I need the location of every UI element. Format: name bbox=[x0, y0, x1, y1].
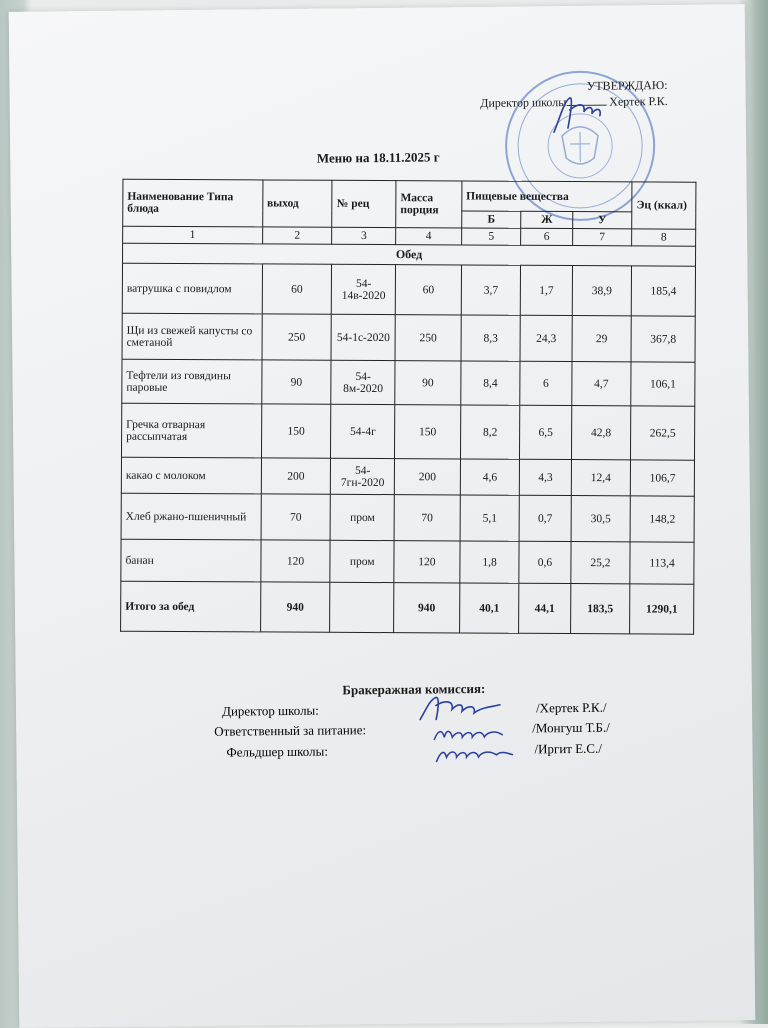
dish-protein: 3,7 bbox=[461, 265, 521, 315]
dish-mass: 120 bbox=[394, 541, 460, 583]
dish-mass: 90 bbox=[395, 361, 461, 405]
dish-name: Щи из свежей капусты со сметаной bbox=[122, 313, 262, 360]
total-kcal: 1290,1 bbox=[630, 584, 694, 634]
column-number: 8 bbox=[632, 229, 696, 246]
dish-fat: 4,3 bbox=[520, 459, 572, 495]
total-recipe bbox=[330, 582, 394, 632]
approval-position: Директор школы bbox=[480, 95, 567, 110]
dish-mass: 70 bbox=[394, 495, 460, 541]
dish-carbs: 30,5 bbox=[571, 496, 631, 542]
commission-role-director: Директор школы: bbox=[221, 702, 319, 719]
table-row bbox=[121, 403, 694, 460]
dish-fat: 6 bbox=[520, 361, 572, 405]
dish-kcal: 106,7 bbox=[631, 460, 695, 496]
table-row bbox=[122, 359, 695, 406]
dish-kcal: 185,4 bbox=[632, 266, 696, 316]
dish-name: какао с молоком bbox=[121, 457, 261, 494]
commission-name-medic: /Иргит Е.С./ bbox=[534, 740, 602, 757]
commission-signatures bbox=[412, 693, 523, 774]
total-fat: 44,1 bbox=[519, 583, 571, 633]
header-nutrients: Пищевые вещества bbox=[462, 181, 633, 212]
commission-name-director: /Хертек Р.К./ bbox=[535, 699, 607, 716]
dish-carbs: 25,2 bbox=[571, 542, 631, 584]
dish-kcal: 148,2 bbox=[630, 496, 694, 542]
dish-protein: 4,6 bbox=[460, 459, 520, 495]
total-protein: 40,1 bbox=[459, 583, 519, 633]
table-row bbox=[122, 313, 695, 362]
header-energy: Эц (ккал) bbox=[632, 182, 696, 229]
column-number: 1 bbox=[123, 226, 263, 244]
dish-recipe: 54-7гн-2020 bbox=[331, 458, 395, 494]
total-output: 940 bbox=[260, 582, 330, 632]
menu-table bbox=[120, 179, 696, 635]
dish-kcal: 262,5 bbox=[631, 406, 695, 460]
dish-carbs: 4,7 bbox=[571, 362, 631, 406]
dish-fat: 0,7 bbox=[519, 495, 571, 541]
commission-role-medic: Фельдшер школы: bbox=[226, 743, 328, 760]
page-title: Меню на 18.11.2025 г bbox=[316, 149, 440, 166]
commission-role-nutrition: Ответственный за питание: bbox=[214, 722, 367, 739]
dish-fat: 24,3 bbox=[520, 315, 572, 361]
dish-recipe: 54-8м-2020 bbox=[331, 360, 395, 404]
dish-protein: 8,2 bbox=[460, 405, 520, 459]
total-mass: 940 bbox=[394, 583, 460, 633]
column-number: 4 bbox=[396, 228, 462, 245]
column-number: 3 bbox=[332, 227, 396, 244]
header-recipe: № рец bbox=[332, 180, 396, 227]
commission-block bbox=[16, 678, 752, 702]
dish-protein: 5,1 bbox=[460, 495, 520, 541]
dish-recipe: 54-4г bbox=[331, 404, 395, 458]
dish-output: 200 bbox=[261, 458, 331, 494]
approval-name: Хертек Р.К. bbox=[609, 93, 668, 109]
header-name: Наименование Типа блюда bbox=[123, 179, 263, 227]
dish-carbs: 38,9 bbox=[572, 266, 632, 316]
table-row bbox=[121, 457, 694, 496]
total-carbs: 183,5 bbox=[570, 584, 630, 634]
total-label: Итого за обед bbox=[121, 581, 261, 632]
dish-name: ватрушка с повидлом bbox=[122, 263, 262, 314]
table-row bbox=[122, 263, 695, 316]
director-signature-top bbox=[540, 88, 611, 139]
commission-title: Бракеражная комиссия: bbox=[342, 680, 486, 698]
column-number: 5 bbox=[461, 228, 521, 245]
menu-document bbox=[9, 4, 756, 1028]
dish-output: 150 bbox=[261, 404, 331, 458]
section-title: Обед bbox=[123, 243, 696, 266]
table-row bbox=[121, 493, 694, 542]
dish-recipe: пром bbox=[331, 494, 395, 540]
dish-name: Гречка отварная рассыпчатая bbox=[121, 403, 261, 458]
dish-output: 70 bbox=[261, 494, 331, 540]
dish-kcal: 367,8 bbox=[631, 316, 695, 362]
dish-protein: 8,3 bbox=[461, 315, 521, 361]
dish-protein: 1,8 bbox=[460, 541, 520, 583]
column-number: 2 bbox=[262, 227, 332, 244]
column-number: 6 bbox=[521, 228, 572, 245]
table-row bbox=[121, 539, 694, 584]
header-fat: Ж bbox=[521, 211, 572, 228]
dish-fat: 6,5 bbox=[520, 405, 572, 459]
dish-output: 120 bbox=[260, 540, 330, 582]
dish-carbs: 42,8 bbox=[571, 406, 631, 460]
dish-mass: 60 bbox=[395, 265, 461, 315]
dish-name: Хлеб ржано-пшеничный bbox=[121, 493, 261, 540]
dish-output: 250 bbox=[262, 314, 332, 360]
dish-mass: 150 bbox=[395, 405, 461, 459]
dish-carbs: 29 bbox=[572, 316, 632, 362]
approval-heading: УТВЕРЖДАЮ: bbox=[586, 77, 668, 93]
dish-carbs: 12,4 bbox=[571, 460, 631, 496]
dish-kcal: 106,1 bbox=[631, 362, 695, 406]
dish-name: банан bbox=[121, 539, 261, 582]
header-protein: Б bbox=[462, 211, 522, 228]
dish-kcal: 113,4 bbox=[630, 542, 694, 584]
total-row bbox=[121, 581, 694, 634]
dish-recipe: 54-14в-2020 bbox=[332, 264, 396, 314]
dish-protein: 8,4 bbox=[461, 361, 521, 405]
dish-output: 90 bbox=[261, 360, 331, 404]
header-carbs: У bbox=[572, 212, 632, 229]
dish-fat: 0,6 bbox=[519, 541, 571, 583]
dish-recipe: 54-1с-2020 bbox=[331, 314, 395, 360]
commission-name-nutrition: /Монгуш Т.Б./ bbox=[532, 719, 610, 736]
header-mass: Масса порция bbox=[396, 181, 462, 228]
dish-output: 60 bbox=[262, 264, 332, 314]
dish-mass: 250 bbox=[395, 315, 461, 361]
dish-name: Тефтели из говядины паровые bbox=[122, 359, 262, 404]
dish-mass: 200 bbox=[394, 459, 460, 495]
dish-fat: 1,7 bbox=[521, 265, 573, 315]
dish-recipe: пром bbox=[330, 540, 394, 582]
header-output: выход bbox=[262, 180, 332, 227]
column-number: 7 bbox=[572, 229, 632, 246]
